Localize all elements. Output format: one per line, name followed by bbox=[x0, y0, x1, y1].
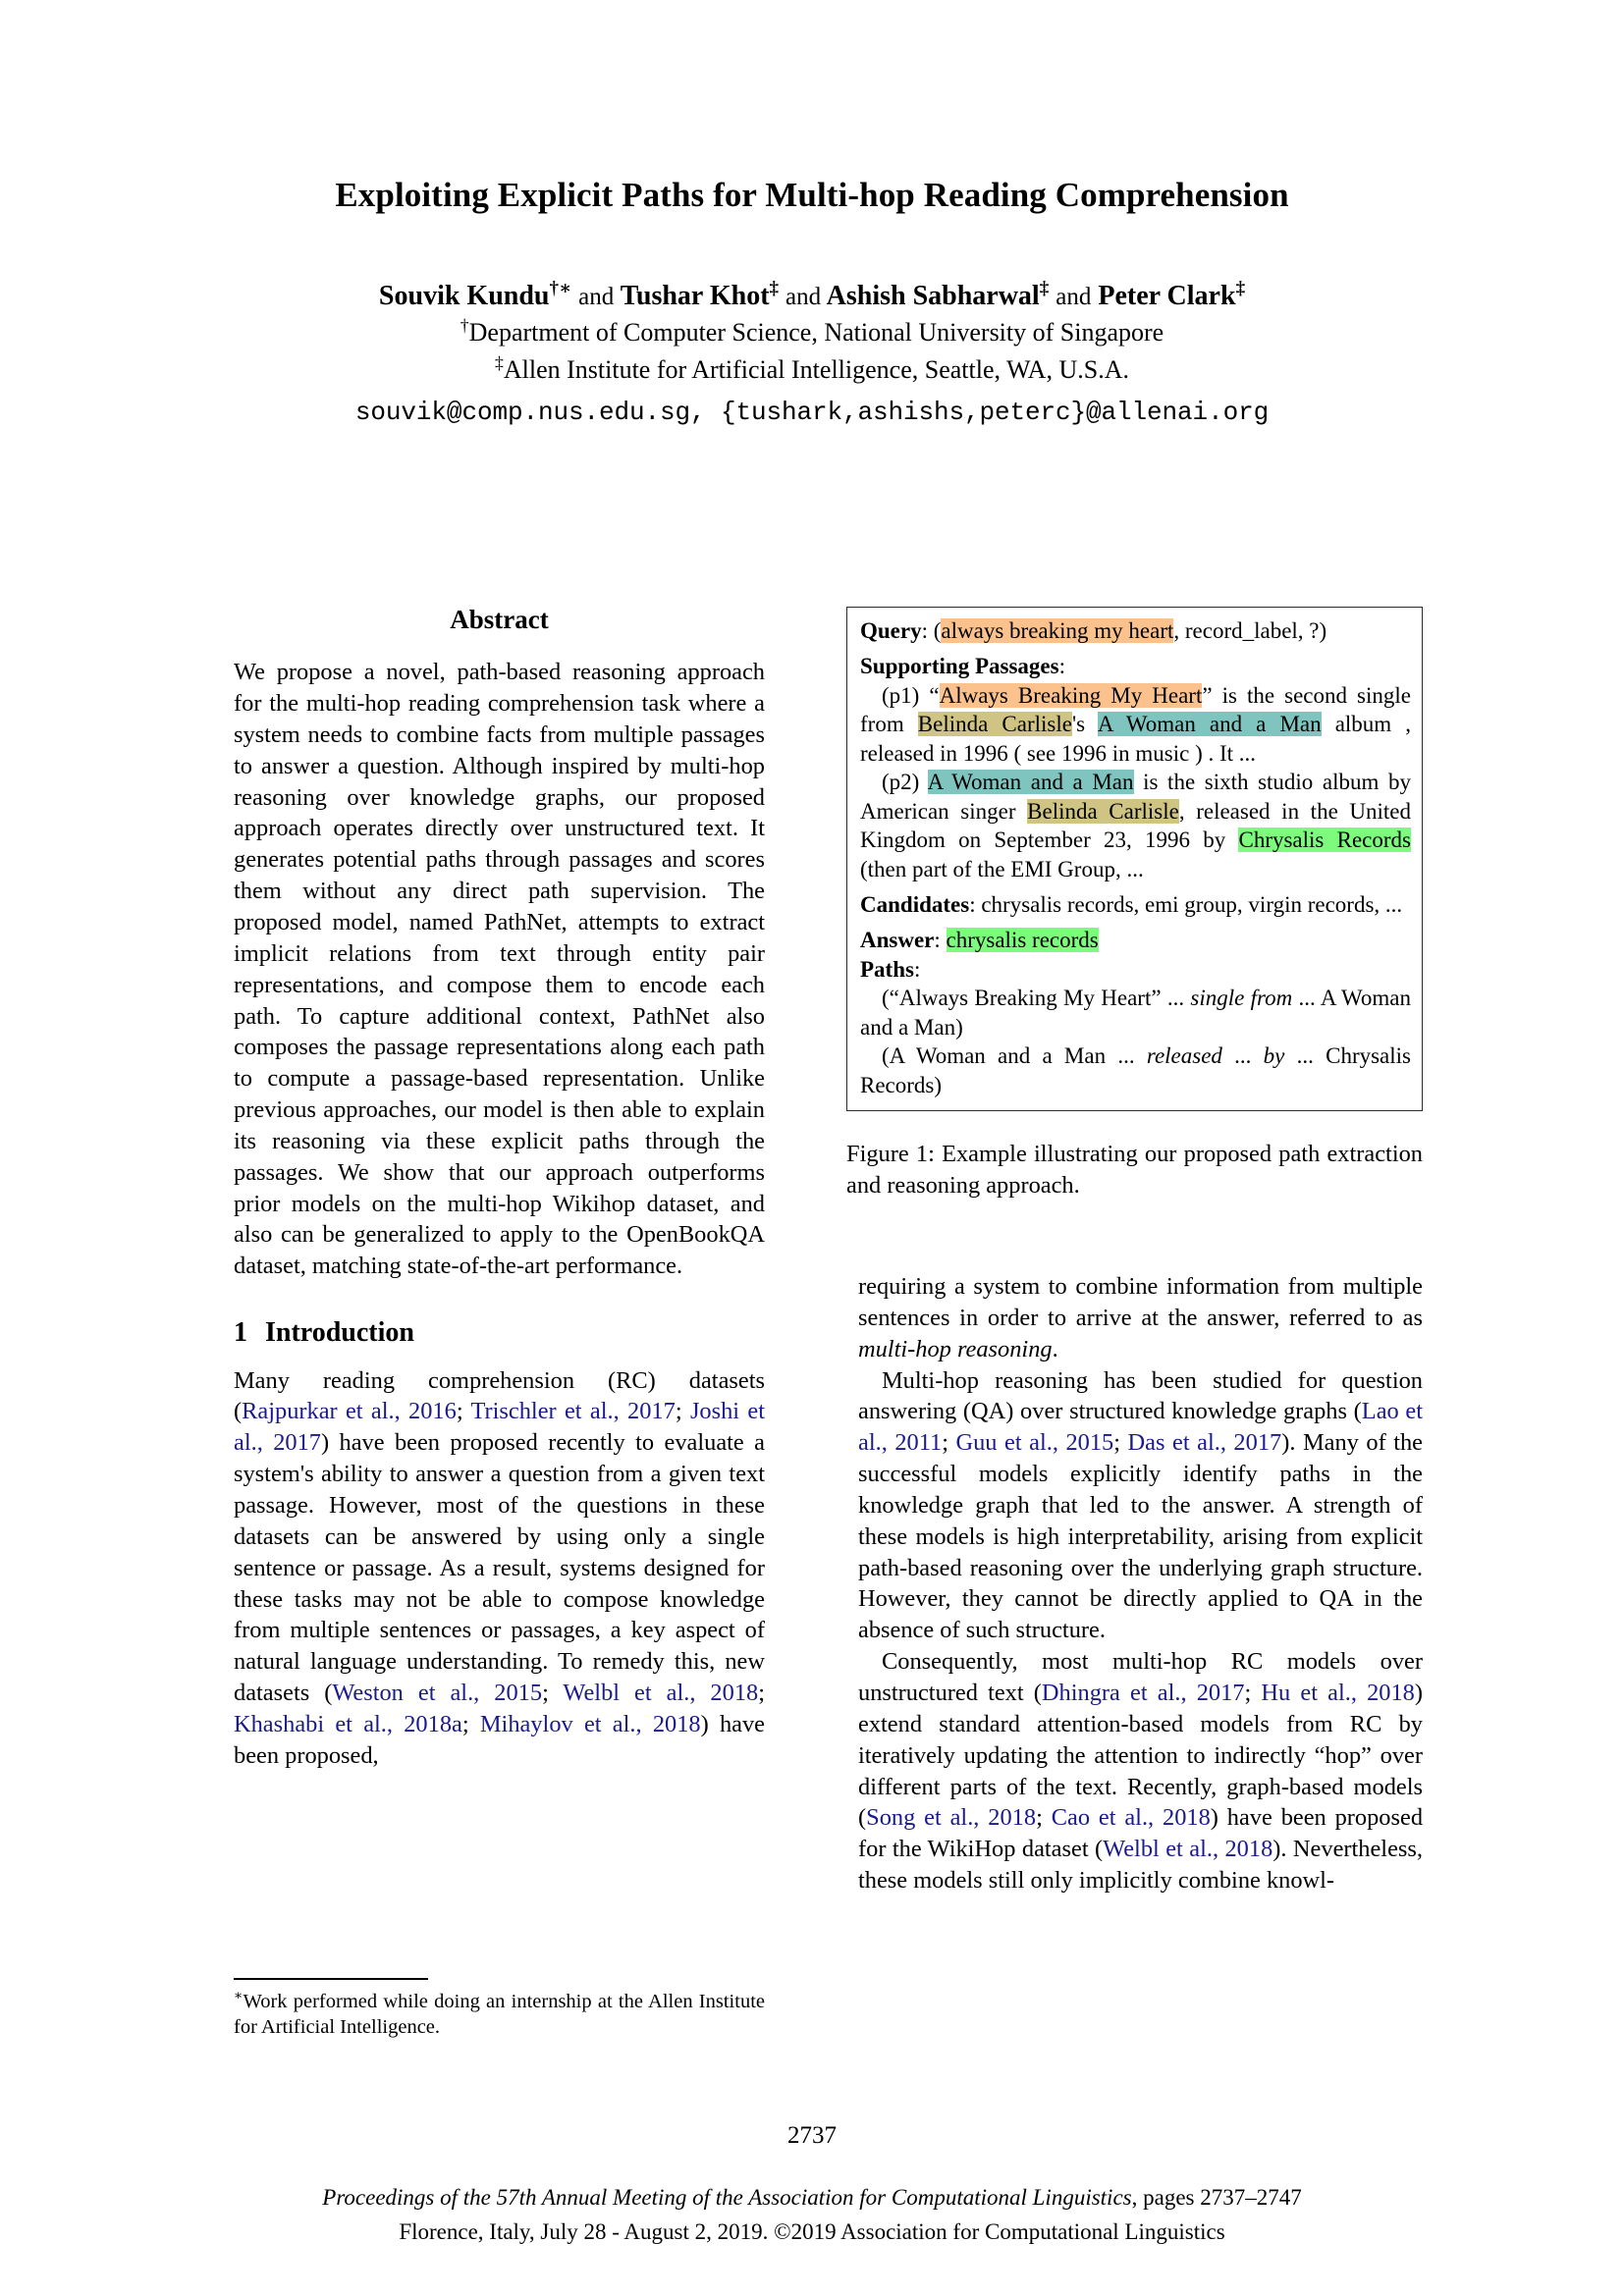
cite-sep: ; bbox=[1036, 1804, 1052, 1832]
cite-sep: ; bbox=[675, 1398, 690, 1425]
path2-text-a: (A Woman and a Man ... bbox=[882, 1043, 1147, 1069]
author-3: Ashish Sabharwal bbox=[826, 281, 1040, 311]
author-3-marks: ‡ bbox=[1039, 278, 1050, 299]
section-heading-introduction bbox=[234, 1315, 765, 1352]
intro-text-b: ) have been proposed recently to evaluate a system's ability to answer a question from a given text passage. However, most of the questions in these datasets can be answered by using only a single sentence or passage. As a result, systems designed for these tasks may not be able to compose knowledge from multiple sentences or passages, a key aspect of natural language understanding. To remedy this, new datasets ( bbox=[234, 1429, 765, 1707]
figure-answer-colon: : bbox=[934, 928, 947, 953]
figure-paths-colon: : bbox=[913, 956, 921, 982]
citation-rajpurkar[interactable]: Rajpurkar et al., 2016 bbox=[242, 1398, 457, 1425]
affiliation-1-text: Department of Computer Science, National University of Singapore bbox=[468, 318, 1164, 347]
affiliation-2-mark: ‡ bbox=[495, 352, 504, 373]
rc2-text-a: Multi-hop reasoning has been studied for question answering (QA) over structured knowledge graphs ( bbox=[858, 1366, 1423, 1425]
p2-tag: (p2) bbox=[882, 770, 928, 795]
figure-path-1 bbox=[860, 984, 1411, 1041]
intro-text-a: Many reading comprehension (RC) datasets ( bbox=[234, 1366, 765, 1425]
figure-supporting-colon: : bbox=[1058, 654, 1065, 679]
citation-joshi[interactable]: Joshi et al., 2017 bbox=[234, 1398, 766, 1457]
affiliation-1 bbox=[203, 315, 1421, 349]
right-paragraph-continued bbox=[858, 1271, 1423, 1365]
figure-paths-heading bbox=[860, 955, 1411, 984]
p2-entity-1: A Woman and a Man bbox=[927, 770, 1134, 795]
p1-text-3: album , released in 1996 ( see 1996 in music ) . It ... bbox=[860, 712, 1412, 766]
author-conj-3: and bbox=[1056, 284, 1092, 310]
figure-answer-value: chrysalis records bbox=[946, 928, 1099, 953]
rc3-text-c: ) have been proposed for the WikiHop dataset ( bbox=[858, 1804, 1424, 1863]
proceedings-line-2: Florence, Italy, July 28 - August 2, 2019. ©2019 Association for Computational Linguistics bbox=[399, 2218, 1225, 2244]
proceedings-line-1 bbox=[0, 2181, 1624, 2216]
p1-text-1: ” is the second single from bbox=[860, 682, 1411, 737]
path1-text-b: ... A Woman and a Man) bbox=[860, 986, 1412, 1040]
path2-mid: ... bbox=[1221, 1043, 1264, 1069]
right-column bbox=[858, 1271, 1423, 1896]
proceedings-title: Proceedings of the 57th Annual Meeting of the Association for Computational Linguistics bbox=[322, 2185, 1132, 2210]
cite-sep: ; bbox=[461, 1710, 480, 1737]
p1-tag: (p1) “ bbox=[882, 682, 940, 708]
author-conj-2: and bbox=[785, 284, 822, 310]
figure-passage-p2 bbox=[860, 768, 1411, 883]
figure-1-box bbox=[846, 607, 1423, 1111]
abstract-text: We propose a novel, path-based reasoning approach for the multi-hop reading comprehension task where a system needs to combine facts from multiple passages to answer a question. Although inspired by multi-hop reasoning over knowledge graphs, our proposed approach operates directly over unstructured text. It generates potential paths through passages and scores them without any direct path supervision. The proposed model, named PathNet, attempts to extract implicit relations from text through entity pair representations, and compose them to encode each path. To capture additional context, PathNet also composes the passage representations along each path to compute a passage-based representation. Unlike previous approaches, our model is then able to explain its reasoning via these explicit paths through the passages. We show that our approach outperforms prior models on the multi-hop Wikihop dataset, and also can be generalized to apply to the OpenBookQA dataset, matching state-of-the-art performance. bbox=[234, 659, 765, 1280]
right-paragraph-3 bbox=[858, 1646, 1423, 1896]
affiliation-1-mark: † bbox=[460, 315, 469, 336]
figure-path-2 bbox=[860, 1041, 1411, 1099]
affiliation-2-text: Allen Institute for Artificial Intelligence, Seattle, WA, U.S.A. bbox=[503, 355, 1129, 385]
p1-entity-2: Belinda Carlisle bbox=[917, 712, 1072, 737]
figure-answer-label: Answer bbox=[860, 928, 935, 953]
section-title: Introduction bbox=[265, 1317, 414, 1349]
citation-cao[interactable]: Cao et al., 2018 bbox=[1051, 1804, 1211, 1832]
figure-query-rest: , record_label, ?) bbox=[1173, 618, 1327, 643]
abstract-heading: Abstract bbox=[450, 605, 549, 634]
figure-answer-line bbox=[860, 926, 1411, 954]
cite-sep: ; bbox=[1113, 1429, 1128, 1457]
citation-lao[interactable]: Lao et al., 2011 bbox=[858, 1398, 1423, 1457]
author-4-marks: ‡ bbox=[1235, 278, 1246, 299]
figure-supporting-heading bbox=[860, 652, 1411, 680]
title-block bbox=[203, 175, 1421, 427]
author-1: Souvik Kundu bbox=[378, 281, 550, 311]
cite-sep: ; bbox=[942, 1429, 956, 1457]
citation-mihaylov[interactable]: Mihaylov et al., 2018 bbox=[479, 1710, 701, 1737]
citation-guu[interactable]: Guu et al., 2015 bbox=[955, 1429, 1114, 1457]
author-4: Peter Clark bbox=[1098, 281, 1236, 311]
footnote bbox=[234, 1978, 765, 2041]
section-number: 1 bbox=[234, 1317, 247, 1349]
figure-1-caption bbox=[846, 1139, 1423, 1201]
path2-relation-2: by bbox=[1263, 1043, 1285, 1069]
rc3-text-d: ). Nevertheless, these models still only implicitly combine knowl- bbox=[858, 1836, 1423, 1895]
p1-entity-3: A Woman and a Man bbox=[1097, 712, 1322, 737]
figure-query-sep: : ( bbox=[921, 618, 942, 643]
p2-text-2: , released in the United Kingdom on September 23, 1996 by bbox=[860, 798, 1412, 853]
path1-text-a: (“Always Breaking My Heart” ... bbox=[882, 986, 1191, 1011]
citation-khashabi[interactable]: Khashabi et al., 2018a bbox=[234, 1710, 462, 1737]
p2-entity-3: Chrysalis Records bbox=[1238, 828, 1411, 853]
path2-relation-1: released bbox=[1146, 1043, 1222, 1069]
footnote-mark: ∗ bbox=[234, 1988, 244, 2003]
figure-candidates-value: : chrysalis records, emi group, virgin records, ... bbox=[969, 891, 1403, 917]
intro-paragraph-1 bbox=[234, 1365, 765, 1772]
cite-sep: ; bbox=[758, 1680, 765, 1707]
figure-caption-label: Figure 1: bbox=[846, 1141, 935, 1167]
cite-sep: ; bbox=[1244, 1679, 1262, 1706]
page-title: Exploiting Explicit Paths for Multi-hop Reading Comprehension bbox=[335, 176, 1289, 214]
p1-entity-1: Always Breaking My Heart bbox=[939, 682, 1203, 708]
cite-sep: ; bbox=[456, 1398, 471, 1425]
path1-relation: single from bbox=[1190, 986, 1293, 1011]
footnote-text: Work performed while doing an internship at the Allen Institute for Artificial Intelligence. bbox=[234, 1990, 765, 2039]
author-1-marks: †∗ bbox=[549, 278, 572, 299]
page-number: 2737 bbox=[787, 2122, 837, 2149]
citation-trischler[interactable]: Trischler et al., 2017 bbox=[470, 1398, 676, 1425]
right-paragraph-2 bbox=[858, 1365, 1423, 1647]
citation-welbl-2[interactable]: Welbl et al., 2018 bbox=[1103, 1836, 1273, 1863]
path2-text-b: ... Chrysalis Records) bbox=[860, 1043, 1411, 1097]
rc-text-b: . bbox=[1052, 1335, 1058, 1362]
figure-passage-p1 bbox=[860, 681, 1411, 768]
figure-candidates-line bbox=[860, 890, 1411, 919]
author-list bbox=[203, 278, 1421, 312]
term-multi-hop-reasoning: multi-hop reasoning bbox=[858, 1335, 1053, 1362]
author-conj-1: and bbox=[578, 284, 615, 310]
affiliation-2 bbox=[203, 352, 1421, 387]
footnote-rule bbox=[234, 1978, 428, 1980]
intro-text-c: ) have been proposed, bbox=[234, 1710, 766, 1769]
figure-paths-label: Paths bbox=[860, 956, 914, 982]
author-2: Tushar Khot bbox=[620, 281, 770, 311]
figure-candidates-label: Candidates bbox=[860, 891, 970, 917]
author-2-marks: ‡ bbox=[769, 278, 780, 299]
citation-hu[interactable]: Hu et al., 2018 bbox=[1261, 1679, 1415, 1706]
proceedings-pages: , pages 2737–2747 bbox=[1131, 2185, 1302, 2210]
citation-welbl[interactable]: Welbl et al., 2018 bbox=[563, 1680, 759, 1707]
figure-supporting-label: Supporting Passages bbox=[860, 654, 1059, 679]
citation-das[interactable]: Das et al., 2017 bbox=[1127, 1429, 1282, 1457]
cite-sep: ; bbox=[542, 1680, 564, 1707]
citation-dhingra[interactable]: Dhingra et al., 2017 bbox=[1041, 1679, 1245, 1706]
figure-caption-text: Example illustrating our proposed path extraction and reasoning approach. bbox=[846, 1141, 1423, 1199]
left-column bbox=[234, 603, 765, 1772]
rc3-text-a: Consequently, most multi-hop RC models over unstructured text ( bbox=[858, 1648, 1423, 1706]
figure-query-line bbox=[860, 616, 1411, 645]
author-emails: souvik@comp.nus.edu.sg, {tushark,ashishs,peterc}@allenai.org bbox=[354, 397, 1270, 427]
figure-query-entity: always breaking my heart bbox=[941, 618, 1174, 643]
citation-song[interactable]: Song et al., 2018 bbox=[866, 1804, 1037, 1832]
figure-query-label: Query bbox=[860, 618, 922, 643]
p1-text-2: 's bbox=[1071, 712, 1098, 737]
rc3-text-b: ) extend standard attention-based models from RC by iteratively updating the attention to indirectly “hop” over different parts of the text. Recently, graph-based models ( bbox=[858, 1679, 1423, 1832]
citation-weston[interactable]: Weston et al., 2015 bbox=[332, 1680, 543, 1707]
rc-text-a: requiring a system to combine information from multiple sentences in order to arrive at the answer, referred to as bbox=[858, 1273, 1423, 1331]
footnote-body bbox=[234, 1989, 765, 2041]
p2-entity-2: Belinda Carlisle bbox=[1027, 798, 1179, 824]
rc2-text-b: ). Many of the successful models explicitly identify paths in the knowledge graph that led to the answer. A strength of these models is high interpretability, arising from explicit path-based reasoning over the underlying graph structure. However, they cannot be directly applied to QA in the absence of such structure. bbox=[858, 1429, 1424, 1644]
proceedings-footer bbox=[0, 2181, 1624, 2249]
p2-text-3: (then part of the EMI Group, ... bbox=[860, 856, 1144, 881]
p2-text-1: is the sixth studio album by American singer bbox=[860, 770, 1411, 824]
